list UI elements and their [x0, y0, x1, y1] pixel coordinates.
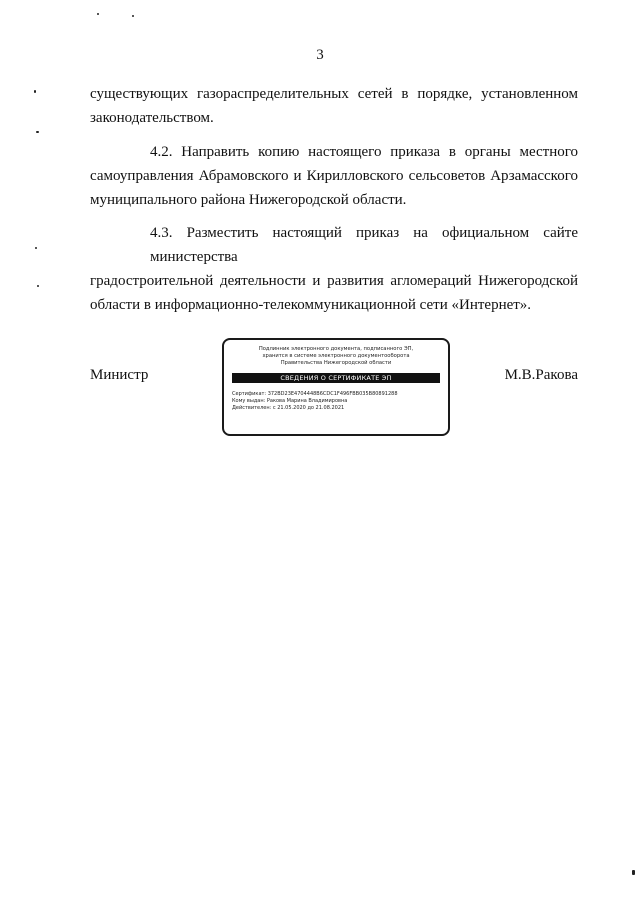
signer-role: Министр [90, 367, 149, 383]
paragraph-network-rules [90, 82, 578, 130]
paragraph-line: законодательством. [90, 110, 214, 126]
scan-speck [36, 131, 39, 133]
scan-speck [632, 870, 635, 875]
stamp-notice-line: хранится в системе электронного документооборота [262, 353, 410, 359]
scan-speck [132, 15, 134, 17]
stamp-issued-to: Кому выдан: Ракова Марина Владимировна [232, 398, 348, 404]
stamp-notice-line: Правительства Нижегородской области [280, 360, 392, 366]
stamp-notice [224, 346, 448, 367]
page-number: 3 [316, 47, 324, 63]
paragraph-line: градостроительной деятельности и развития агломераций Нижегородской [90, 273, 578, 289]
stamp-header: СВЕДЕНИЯ О СЕРТИФИКАТЕ ЭП [232, 373, 440, 383]
paragraph-line: существующих газораспределительных сетей в порядке, установленном [90, 86, 578, 102]
stamp-certificate: Сертификат: 372BD23E4704448B6CDC1F496FBB035B80891288 [232, 391, 398, 397]
paragraph-line: области в информационно-телекоммуникационной сети «Интернет». [90, 297, 532, 313]
electronic-signature-stamp [222, 338, 450, 436]
paragraph-4-3 [90, 221, 578, 317]
paragraph-line: самоуправления Абрамовского и Кирилловского сельсоветов Арзамасского [90, 168, 578, 184]
paragraph-line: муниципального района Нижегородской области. [90, 192, 407, 208]
paragraph-4-2 [90, 140, 578, 212]
scan-speck [35, 247, 37, 249]
stamp-validity: Действителен: с 21.05.2020 до 21.08.2021 [232, 405, 345, 411]
scan-speck [97, 13, 99, 15]
paragraph-line: 4.3. Разместить настоящий приказ на официальном сайте министерства [150, 225, 578, 265]
scan-speck [34, 90, 36, 93]
stamp-notice-line: Подлинник электронного документа, подписанного ЭП, [258, 346, 414, 352]
signer-name: М.В.Ракова [504, 367, 578, 383]
paragraph-line: 4.2. Направить копию настоящего приказа в органы местного [150, 144, 578, 160]
scan-speck [37, 285, 39, 287]
stamp-details [232, 391, 448, 412]
